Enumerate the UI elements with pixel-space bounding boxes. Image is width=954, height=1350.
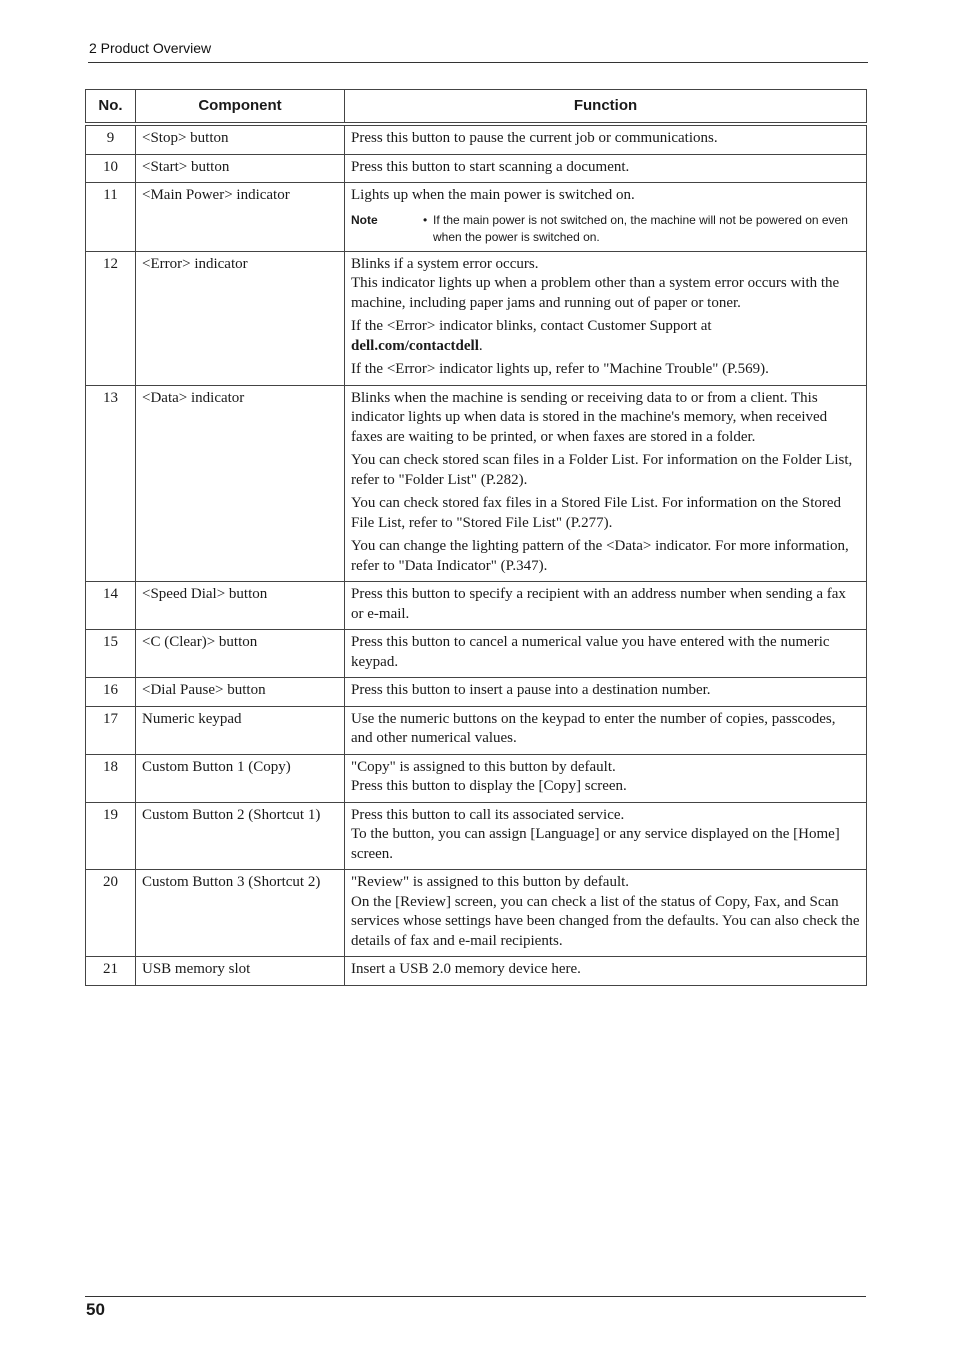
function-description <box>345 124 867 154</box>
table-header-row <box>86 90 867 125</box>
row-number: 17 <box>86 706 136 754</box>
table-row <box>86 706 867 754</box>
function-paragraph: Press this button to pause the current job or communications. <box>351 130 718 146</box>
row-number: 9 <box>86 124 136 154</box>
component-table <box>85 89 867 986</box>
function-paragraph: Insert a USB 2.0 memory device here. <box>351 961 581 977</box>
function-paragraph: "Copy" is assigned to this button by default. Press this button to display the [Copy] screen. <box>351 758 627 794</box>
table-row <box>86 183 867 252</box>
function-paragraph: Press this button to call its associated service. To the button, you can assign [Language] or any service displayed on the [Home] screen. <box>351 806 840 862</box>
table-row <box>86 957 867 986</box>
function-paragraph: If the <Error> indicator lights up, refer to "Machine Trouble" (P.569). <box>351 361 769 377</box>
page-number: 50 <box>86 1300 105 1319</box>
function-paragraph: Use the numeric buttons on the keypad to enter the number of copies, passcodes, and other numerical values. <box>351 710 836 746</box>
component-name: <Stop> button <box>136 124 345 154</box>
row-number: 13 <box>86 385 136 582</box>
row-number: 15 <box>86 630 136 678</box>
note-text: If the main power is not switched on, the machine will not be powered on even when the power is switched on. <box>433 212 848 244</box>
component-name: <Data> indicator <box>136 385 345 582</box>
function-description <box>345 154 867 183</box>
function-paragraph: Press this button to start scanning a document. <box>351 158 630 175</box>
table-row <box>86 754 867 802</box>
function-description <box>345 630 867 678</box>
row-number: 14 <box>86 582 136 630</box>
function-description <box>345 957 867 986</box>
function-paragraph: Press this button to insert a pause into a destination number. <box>351 682 711 698</box>
note-label: Note <box>351 212 378 227</box>
row-number: 16 <box>86 678 136 707</box>
bullet-icon: • <box>423 212 428 227</box>
component-name: USB memory slot <box>136 957 345 986</box>
column-header-no: No. <box>86 90 136 125</box>
function-paragraph: "Review" is assigned to this button by default. On the [Review] screen, you can check a list of the status of Copy, Fax, and Scan services whose settings have been changed from the defaults. You can also check the details of fax and e-mail recipients. <box>351 874 860 949</box>
function-description <box>345 251 867 385</box>
row-number: 18 <box>86 754 136 802</box>
table-row <box>86 678 867 707</box>
table-row <box>86 582 867 630</box>
function-paragraph: If the <Error> indicator blinks, contact Customer Support at dell.com/contactdell. <box>351 318 712 354</box>
row-number: 20 <box>86 870 136 957</box>
table-row <box>86 870 867 957</box>
function-description <box>345 870 867 957</box>
row-number: 21 <box>86 957 136 986</box>
function-paragraph: Press this button to cancel a numerical value you have entered with the numeric keypad. <box>351 634 830 670</box>
row-number: 19 <box>86 802 136 870</box>
link-suffix: . <box>478 337 483 354</box>
function-paragraph: You can check stored scan files in a Folder List. For information on the Folder List, refer to "Folder List" (P.282). <box>351 452 853 488</box>
component-name: Custom Button 1 (Copy) <box>136 754 345 802</box>
component-name: <Main Power> indicator <box>136 183 345 252</box>
component-name: <Dial Pause> button <box>136 678 345 707</box>
component-name: <Speed Dial> button <box>136 582 345 630</box>
support-link[interactable]: dell.com/contactdell <box>351 337 479 354</box>
table-body <box>86 124 867 985</box>
note-box <box>351 212 860 246</box>
footer-rule <box>85 1296 866 1297</box>
table-row <box>86 802 867 870</box>
function-paragraph: Press this button to specify a recipient with an address number when sending a fax or e-mail. <box>351 586 846 622</box>
component-name: Custom Button 3 (Shortcut 2) <box>136 870 345 957</box>
function-description <box>345 754 867 802</box>
row-number: 10 <box>86 154 136 183</box>
table-row <box>86 124 867 154</box>
function-description <box>345 582 867 630</box>
component-name: <Error> indicator <box>136 251 345 385</box>
column-header-component: Component <box>136 90 345 125</box>
function-description <box>345 385 867 582</box>
column-header-function: Function <box>345 90 867 125</box>
table-row <box>86 251 867 385</box>
function-description <box>345 183 867 252</box>
function-paragraph: Blinks if a system error occurs. This indicator lights up when a problem other than a system error occurs with the machine, including paper jams and running out of paper or toner. <box>351 255 840 311</box>
component-name: <C (Clear)> button <box>136 630 345 678</box>
table-row <box>86 630 867 678</box>
table-row <box>86 385 867 582</box>
function-description <box>345 706 867 754</box>
header-rule <box>88 62 868 63</box>
function-paragraph: Lights up when the main power is switched on. <box>351 187 635 203</box>
component-name: Numeric keypad <box>136 706 345 754</box>
row-number: 12 <box>86 251 136 385</box>
function-paragraph: You can change the lighting pattern of the <Data> indicator. For more information, refer to "Data Indicator" (P.347). <box>351 538 849 574</box>
function-description <box>345 678 867 707</box>
function-paragraph: You can check stored fax files in a Stored File List. For information on the Stored File List, refer to "Stored File List" (P.277). <box>351 495 842 531</box>
running-header: 2 Product Overview <box>89 40 212 56</box>
function-description <box>345 802 867 870</box>
table-row <box>86 154 867 183</box>
component-name: <Start> button <box>136 154 345 183</box>
component-name: Custom Button 2 (Shortcut 1) <box>136 802 345 870</box>
row-number: 11 <box>86 183 136 252</box>
function-paragraph: Blinks when the machine is sending or receiving data to or from a client. This indicator lights up when data is stored in the machine's memory, when received faxes are waiting to be printed, or when faxes are stored in a folder. <box>351 389 828 445</box>
